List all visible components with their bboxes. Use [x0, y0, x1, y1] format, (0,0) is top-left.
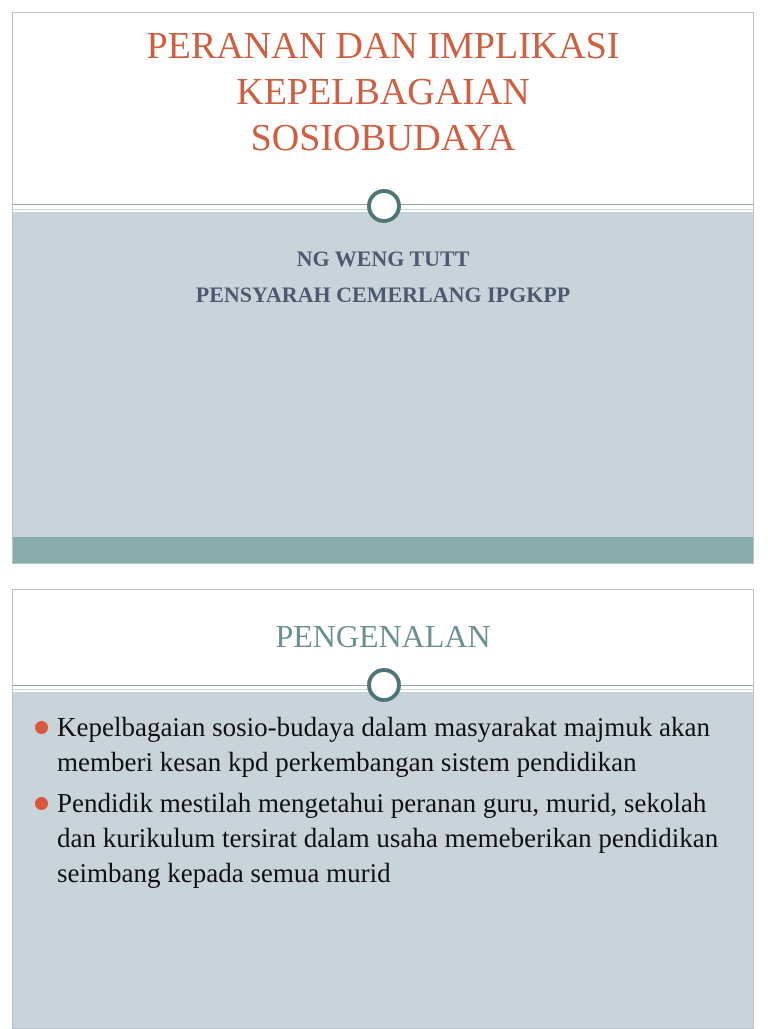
author-name: NG WENG TUTT: [296, 246, 470, 271]
slide-subtitle: [13, 241, 753, 313]
bullet-text: Pendidik mestilah mengetahui peranan guru, murid, sekolah dan kurikulum tersirat dalam usaha memeberikan pendidikan seimbang kepada semua murid: [57, 788, 719, 888]
divider-circle-icon: [367, 189, 401, 223]
divider-circle-icon: [367, 668, 401, 702]
title-line: KEPELBAGAIAN: [236, 71, 530, 113]
slide-title-heading: [13, 23, 753, 161]
slide-intro-heading: PENGENALAN: [275, 618, 491, 654]
list-item: [35, 786, 733, 891]
author-position: PENSYARAH CEMERLANG IPGKPP: [195, 282, 571, 307]
bullet-text: Kepelbagaian sosio-budaya dalam masyarakat majmuk akan memberi kesan kpd perkembangan sistem pendidikan: [57, 712, 711, 777]
list-item: [35, 710, 733, 780]
slide-title: [12, 12, 754, 564]
bullet-list: [35, 710, 733, 897]
slide-bottom-band: [13, 537, 753, 563]
title-line: SOSIOBUDAYA: [250, 117, 516, 159]
bullet-dot-icon: [35, 797, 48, 810]
bullet-dot-icon: [35, 721, 48, 734]
slide-title-header-area: [13, 13, 753, 204]
title-line: PERANAN DAN IMPLIKASI: [146, 25, 620, 67]
slide-introduction: [12, 589, 754, 1029]
